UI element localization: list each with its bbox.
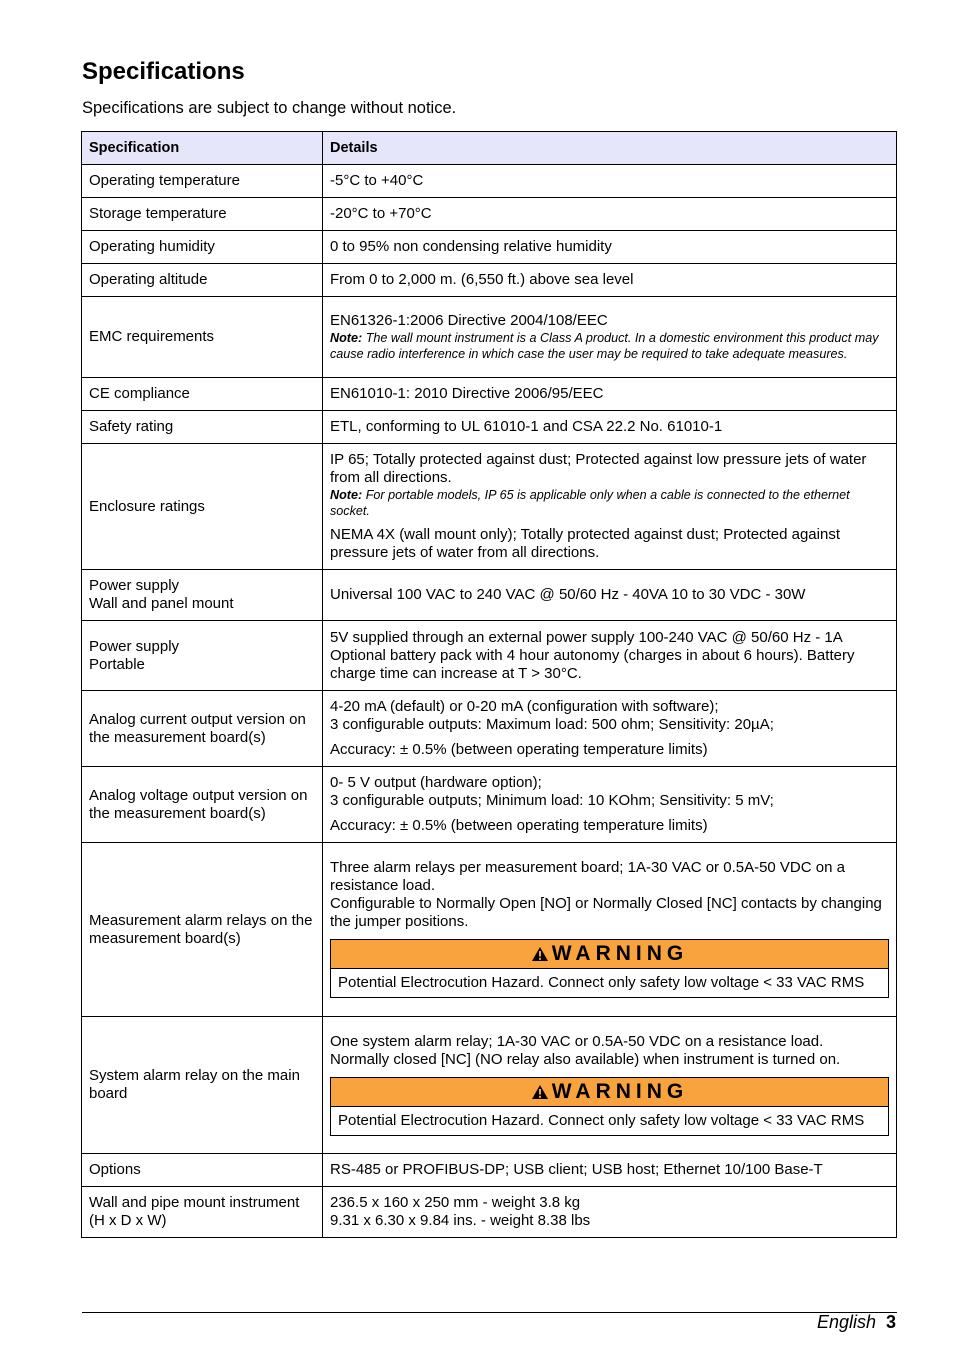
warning-triangle-icon bbox=[531, 1080, 552, 1103]
details-line: 3 configurable outputs; Minimum load: 10 KOhm; Sensitivity: 5 mV; bbox=[330, 792, 774, 809]
spec-name-line: Enclosure ratings bbox=[89, 497, 205, 515]
table-row bbox=[82, 621, 897, 691]
spec-name-line: Power supply bbox=[89, 577, 180, 594]
footer-divider bbox=[82, 1312, 897, 1313]
table-row bbox=[82, 1017, 897, 1154]
spec-name-cell bbox=[82, 444, 323, 570]
table-row bbox=[82, 444, 897, 570]
details-line: Accuracy: ± 0.5% (between operating temperature limits) bbox=[330, 741, 708, 758]
table-row bbox=[82, 411, 897, 444]
spec-details-cell bbox=[323, 165, 897, 198]
spec-name-line: Options bbox=[89, 1161, 141, 1178]
line-gap bbox=[330, 734, 889, 741]
specifications-table bbox=[81, 131, 897, 1238]
spec-name-line: Power supply bbox=[89, 637, 180, 655]
table-row bbox=[82, 198, 897, 231]
spec-name-cell bbox=[82, 691, 323, 767]
warning-box bbox=[330, 1077, 889, 1136]
spec-name-line: Measurement alarm relays on the measurement board(s) bbox=[89, 911, 313, 947]
table-row bbox=[82, 297, 897, 378]
spec-details-cell bbox=[323, 1154, 897, 1187]
details-line: IP 65; Totally protected against dust; Protected against low pressure jets of water from all directions. bbox=[330, 450, 867, 486]
spec-name-line: Safety rating bbox=[89, 418, 174, 435]
spec-details-cell bbox=[323, 198, 897, 231]
table-row bbox=[82, 767, 897, 843]
details-line: -5°C to +40°C bbox=[330, 172, 424, 189]
table-row bbox=[82, 264, 897, 297]
note-text bbox=[330, 330, 889, 363]
details-line: 236.5 x 160 x 250 mm - weight 3.8 kg bbox=[330, 1194, 581, 1211]
table-row bbox=[82, 1154, 897, 1187]
table-row bbox=[82, 165, 897, 198]
table-body bbox=[82, 165, 897, 1238]
spec-name-cell bbox=[82, 1154, 323, 1187]
spec-details-cell bbox=[323, 767, 897, 843]
spec-name-cell bbox=[82, 767, 323, 843]
spec-details-cell bbox=[323, 621, 897, 691]
spec-name-cell bbox=[82, 198, 323, 231]
spec-name-line: Wall and pipe mount instrument (H x D x W) bbox=[89, 1194, 300, 1229]
page-footer bbox=[817, 1312, 896, 1333]
spec-name-cell bbox=[82, 621, 323, 691]
spec-name-cell bbox=[82, 1017, 323, 1154]
spec-details-cell bbox=[323, 444, 897, 570]
page-number: 3 bbox=[885, 1312, 896, 1332]
note-label: Note: bbox=[330, 487, 363, 502]
spec-details-cell bbox=[323, 297, 897, 378]
spec-name-cell bbox=[82, 297, 323, 378]
spec-name-cell bbox=[82, 264, 323, 297]
details-line: 0- 5 V output (hardware option); bbox=[330, 774, 542, 791]
warning-box bbox=[330, 939, 889, 998]
spec-name-line: EMC requirements bbox=[89, 328, 215, 345]
note-text bbox=[330, 487, 889, 520]
details-line: 9.31 x 6.30 x 9.84 ins. - weight 8.38 lbs bbox=[330, 1212, 591, 1229]
note-body: For portable models, IP 65 is applicable only when a cable is connected to the ethernet socket. bbox=[330, 487, 850, 518]
table-row bbox=[82, 1187, 897, 1238]
footer-language: English bbox=[816, 1312, 876, 1332]
details-line: NEMA 4X (wall mount only); Totally protected against dust; Protected against pressure jets of water from all directions. bbox=[330, 526, 840, 562]
spec-details-cell bbox=[323, 1187, 897, 1238]
spec-name-line: CE compliance bbox=[89, 385, 190, 402]
table-row bbox=[82, 843, 897, 1017]
line-gap bbox=[330, 810, 889, 817]
spec-name-line: Storage temperature bbox=[89, 205, 227, 222]
warning-text: Potential Electrocution Hazard. Connect only safety low voltage < 33 VAC RMS bbox=[338, 1111, 865, 1129]
details-line: RS-485 or PROFIBUS-DP; USB client; USB host; Ethernet 10/100 Base-T bbox=[330, 1161, 823, 1178]
details-line: -20°C to +70°C bbox=[330, 205, 432, 222]
spec-details-cell bbox=[323, 378, 897, 411]
details-line: Universal 100 VAC to 240 VAC @ 50/60 Hz - 40VA 10 to 30 VDC - 30W bbox=[330, 586, 806, 603]
spec-name-cell bbox=[82, 843, 323, 1017]
spec-details-cell bbox=[323, 411, 897, 444]
spec-details-cell bbox=[323, 691, 897, 767]
details-line: 5V supplied through an external power supply 100-240 VAC @ 50/60 Hz - 1A bbox=[330, 628, 843, 646]
spec-details-cell bbox=[323, 1017, 897, 1154]
spec-name-line: Analog current output version on the measurement board(s) bbox=[89, 710, 306, 746]
details-line: EN61326-1:2006 Directive 2004/108/EEC bbox=[330, 311, 608, 329]
spec-name-line: Operating humidity bbox=[89, 238, 215, 255]
spec-name-line: Portable bbox=[89, 655, 145, 673]
spec-name-cell bbox=[82, 378, 323, 411]
details-line: Configurable to Normally Open [NO] or Normally Closed [NC] contacts by changing the jumper positions. bbox=[330, 895, 882, 930]
spec-name-line: Operating temperature bbox=[89, 172, 240, 189]
spec-name-line: Analog voltage output version on the measurement board(s) bbox=[89, 786, 308, 822]
details-line: Optional battery pack with 4 hour autonomy (charges in about 6 hours). Battery charge time can increase at T > 30°C. bbox=[330, 646, 855, 682]
table-row bbox=[82, 570, 897, 621]
spec-name-line: Wall and panel mount bbox=[89, 595, 234, 612]
table-row bbox=[82, 691, 897, 767]
spec-details-cell bbox=[323, 570, 897, 621]
column-header-details: Details bbox=[323, 132, 897, 165]
warning-text: Potential Electrocution Hazard. Connect only safety low voltage < 33 VAC RMS bbox=[338, 974, 865, 991]
details-line: 3 configurable outputs: Maximum load: 500 ohm; Sensitivity: 20µA; bbox=[330, 716, 774, 733]
intro-text: Specifications are subject to change without notice. bbox=[82, 99, 457, 117]
spec-name-cell bbox=[82, 165, 323, 198]
warning-header bbox=[331, 1078, 888, 1107]
spec-name-cell bbox=[82, 1187, 323, 1238]
table-row bbox=[82, 231, 897, 264]
column-header-specification: Specification bbox=[82, 132, 323, 165]
details-line: EN61010-1: 2010 Directive 2006/95/EEC bbox=[330, 385, 604, 402]
table-row bbox=[82, 378, 897, 411]
details-line: Accuracy: ± 0.5% (between operating temperature limits) bbox=[330, 817, 708, 834]
warning-triangle-icon bbox=[531, 942, 552, 965]
details-line: Normally closed [NC] (NO relay also available) when instrument is turned on. bbox=[330, 1050, 841, 1068]
spec-name-cell bbox=[82, 411, 323, 444]
details-line: 4-20 mA (default) or 0-20 mA (configuration with software); bbox=[330, 698, 719, 715]
spec-name-line: System alarm relay on the main board bbox=[89, 1067, 300, 1102]
note-label: Note: bbox=[330, 330, 363, 345]
details-line: One system alarm relay; 1A-30 VAC or 0.5A-50 VDC on a resistance load. bbox=[330, 1032, 824, 1050]
line-gap bbox=[330, 519, 889, 526]
details-line: ETL, conforming to UL 61010-1 and CSA 22.2 No. 61010-1 bbox=[330, 418, 723, 435]
details-line: Three alarm relays per measurement board; 1A-30 VAC or 0.5A-50 VDC on a resistance load. bbox=[330, 859, 845, 894]
warning-title: WARNING bbox=[551, 942, 689, 965]
spec-details-cell bbox=[323, 843, 897, 1017]
spec-name-cell bbox=[82, 570, 323, 621]
details-line: 0 to 95% non condensing relative humidity bbox=[330, 238, 612, 255]
table-header-row bbox=[82, 132, 897, 165]
spec-name-line: Operating altitude bbox=[89, 271, 208, 288]
warning-title: WARNING bbox=[551, 1079, 689, 1103]
page-title: Specifications bbox=[82, 58, 245, 85]
spec-details-cell bbox=[323, 264, 897, 297]
note-body: The wall mount instrument is a Class A product. In a domestic environment this product may cause radio interference in which case the user may be required to take adequate measures. bbox=[330, 330, 879, 361]
spec-details-cell bbox=[323, 231, 897, 264]
spec-name-cell bbox=[82, 231, 323, 264]
details-line: From 0 to 2,000 m. (6,550 ft.) above sea level bbox=[330, 271, 634, 288]
warning-header bbox=[331, 940, 888, 969]
